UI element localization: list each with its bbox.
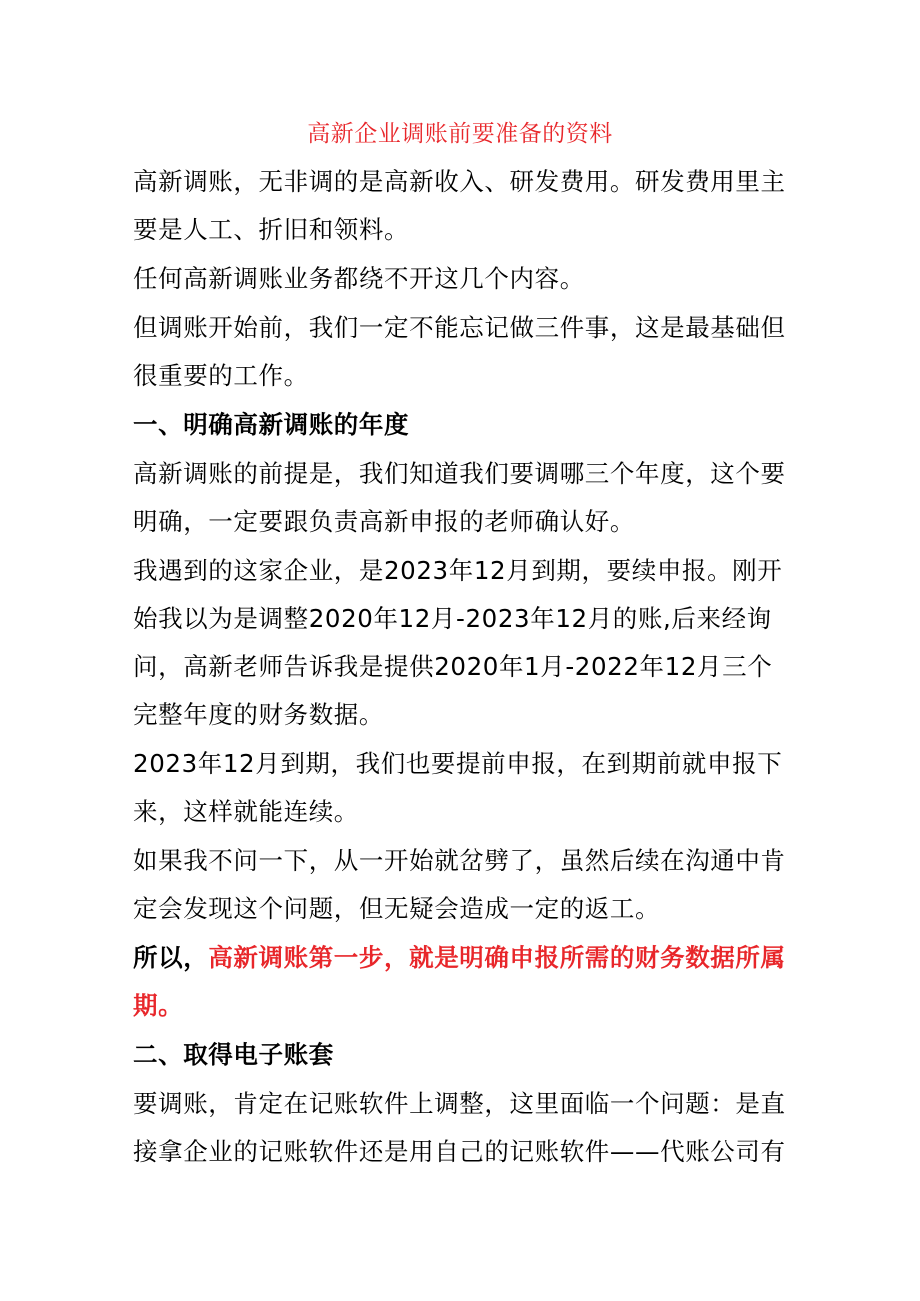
conclusion-prefix: 所以， bbox=[133, 943, 209, 972]
section-2-heading: 二、取得电子账套 bbox=[133, 1040, 334, 1069]
section-1-paragraph-3: 2023年12月到期，我们也要提前申报，在到期前就申报下来，这样就能连续。 bbox=[133, 749, 783, 826]
section-2-paragraph-1: 要调账，肯定在记账软件上调整，这里面临一个问题：是直接拿企业的记账软件还是用自己的记账软件——代账公司有 bbox=[133, 1089, 786, 1166]
intro-paragraph-2: 任何高新调账业务都绕不开这几个内容。 bbox=[133, 264, 585, 293]
section-1-paragraph-1: 高新调账的前提是，我们知道我们要调哪三个年度，这个要明确，一定要跟负责高新申报的老师确认好。 bbox=[133, 459, 786, 536]
section-1-conclusion bbox=[133, 934, 793, 1030]
intro-paragraph-1: 高新调账，无非调的是高新收入、研发费用。研发费用里主要是人工、折旧和领料。 bbox=[133, 167, 786, 244]
conclusion-highlight: 高新调账第一步，就是明确申报所需的财务数据所属期。 bbox=[133, 943, 786, 1020]
document-body bbox=[133, 158, 793, 1176]
intro-paragraph-3: 但调账开始前，我们一定不能忘记做三件事，这是最基础但很重要的工作。 bbox=[133, 313, 786, 390]
section-1-paragraph-4: 如果我不问一下，从一开始就岔劈了，虽然后续在沟通中肯定会发现这个问题，但无疑会造成一定的返工。 bbox=[133, 846, 786, 923]
section-1-paragraph-2: 我遇到的这家企业，是2023年12月到期，要续申报。刚开始我以为是调整2020年12月-2023年12月的账,后来经询问，高新老师告诉我是提供2020年1月-2022年12月三个完整年度的财务数据。 bbox=[133, 556, 783, 729]
document-title: 高新企业调账前要准备的资料 bbox=[307, 121, 613, 147]
section-1-heading: 一、明确高新调账的年度 bbox=[133, 410, 410, 439]
